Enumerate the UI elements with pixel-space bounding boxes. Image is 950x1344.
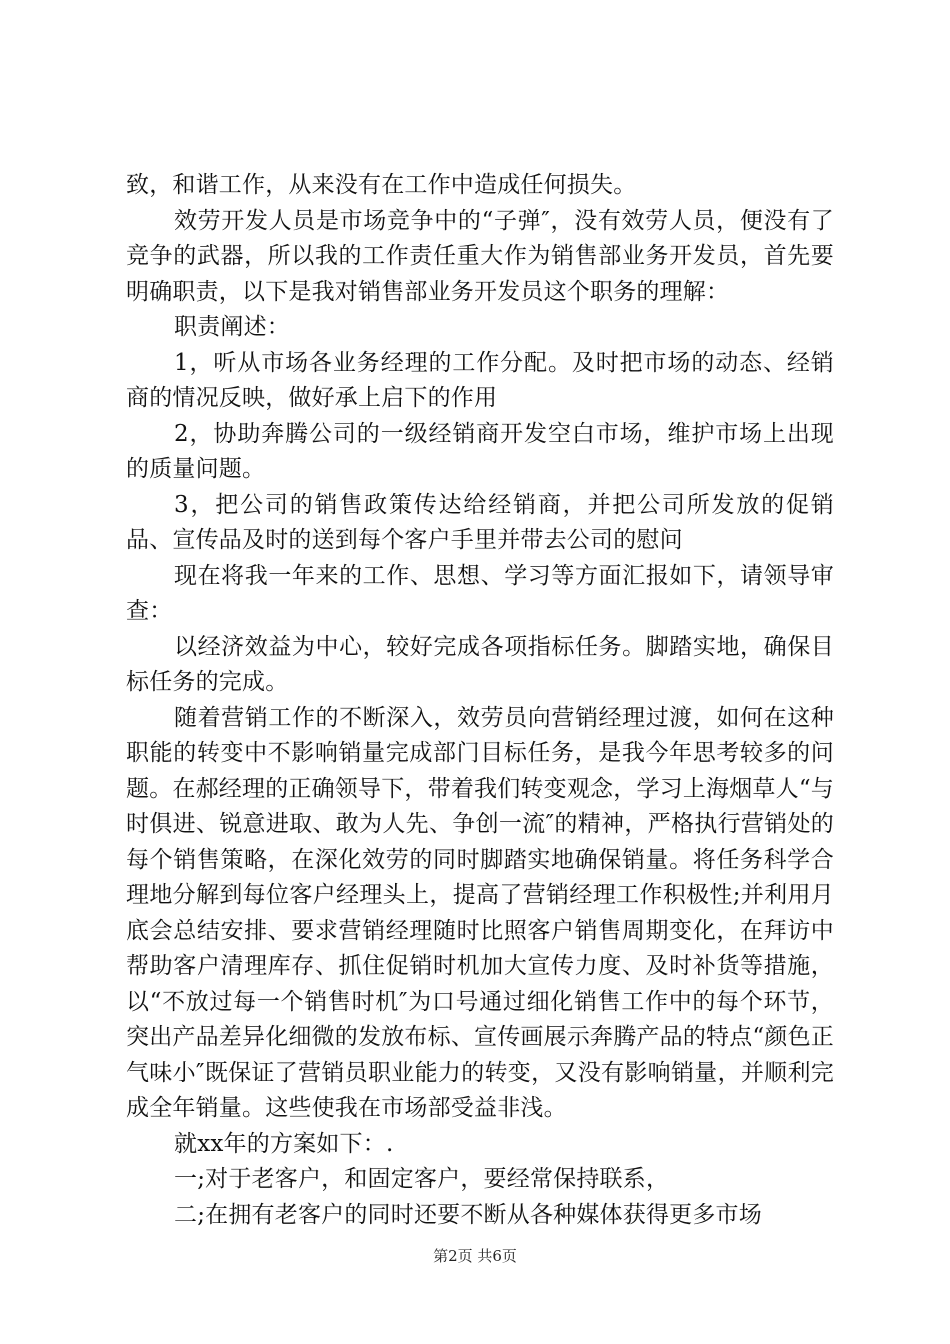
paragraph-1: 致，和谐工作，从来没有在工作中造成任何损失。 <box>126 172 637 198</box>
paragraph-9: 随着营销工作的不断深入，效劳员向营销经理过渡，如何在这种职能的转变中不影响销量完成部门目标任务，是我今年思考较多的问题。在郝经理的正确领导下，带着我们转变观念，学习上海烟草人“与时俱进、锐意进取、敢为人先、争创一流″的精神，严格执行营销处的每个销售策略，在深化效劳的同时脚踏实地确保销量。将任务科学合理地分解到每位客户经理头上，提高了营销经理工作积极性;并利用月底会总结安排、要求营销经理随时比照客户销售周期变化，在拜访中帮助客户清理库存、抓住促销时机加大宣传力度、及时补货等措施，以“不放过每一个销售时机″为口号通过细化销售工作中的每个环节，突出产品差异化细微的发放布标、宣传画展示奔腾产品的特点“颜色正气味小″既保证了营销员职业能力的转变，又没有影响销量，并顺利完成全年销量。这些使我在市场部受益非浅。 <box>126 704 834 1121</box>
page-number-footer: 第2页 共6页 <box>433 1247 517 1265</box>
document-body <box>126 168 834 1233</box>
paragraph-4: 1，听从市场各业务经理的工作分配。及时把市场的动态、经销商的情况反映，做好承上启下的作用 <box>126 349 834 411</box>
paragraph-12: 二;在拥有老客户的同时还要不断从各种媒体获得更多市场 <box>174 1201 762 1228</box>
paragraph-11: 一;对于老客户，和固定客户，要经常保持联系， <box>174 1166 670 1192</box>
paragraph-3: 职责阐述： <box>174 314 290 340</box>
paragraph-6: 3，把公司的销售政策传达给经销商，并把公司所发放的促销品、宣传品及时的送到每个客户手里并带去公司的慰问 <box>126 491 834 553</box>
paragraph-7: 现在将我一年来的工作、思想、学习等方面汇报如下，请领导审查： <box>126 562 834 624</box>
paragraph-10: 就xx年的方案如下：. <box>174 1130 394 1157</box>
paragraph-8: 以经济效益为中心，较好完成各项指标任务。脚踏实地，确保目标任务的完成。 <box>126 633 834 695</box>
paragraph-2: 效劳开发人员是市场竞争中的“子弹″，没有效劳人员，便没有了竞争的武器，所以我的工作责任重大作为销售部业务开发员，首先要明确职责，以下是我对销售部业务开发员这个职务的理解： <box>126 207 834 305</box>
paragraph-5: 2，协助奔腾公司的一级经销商开发空白市场，维护市场上出现的质量问题。 <box>126 420 834 482</box>
